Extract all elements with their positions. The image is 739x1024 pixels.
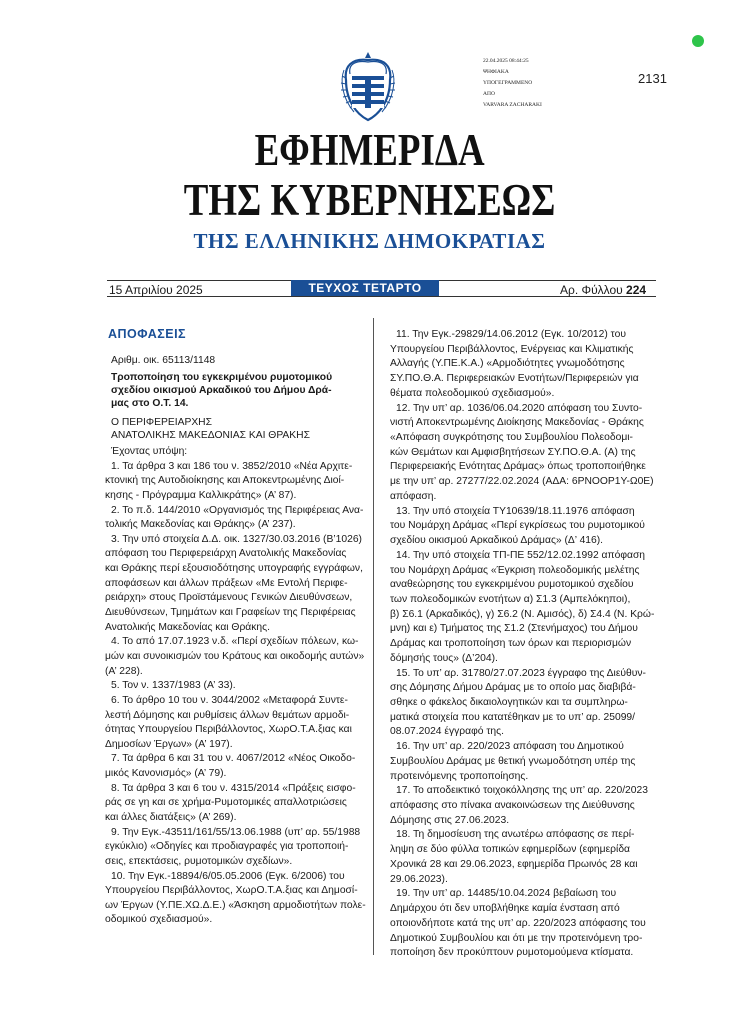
greek-emblem-icon	[338, 50, 398, 122]
text-line: Έχοντας υπόψη:	[111, 446, 188, 457]
text-line: σχεδίου οικισμού Αρκαδικού Δράμας» (Δ’ 416).	[390, 535, 604, 547]
text-line: 16. Την υπ’ αρ. 220/2023 απόφαση του Δημοτικού	[396, 741, 624, 753]
text-line: 08.07.2024 έγγραφό της.	[390, 726, 504, 738]
text-line: ων Έργων (Υ.ΠΕ.ΧΩ.Δ.Ε.) «Άσκηση αρμοδιοτήτων πολε-	[105, 899, 366, 911]
text-line: Χρονικά 28 και 29.06.2023, εφημερίδα Πρωινός 28 και	[390, 858, 638, 870]
decision-title-line: Τροποποίηση του εγκεκριμένου ρυμοτομικού	[111, 372, 333, 383]
text-line: των πολεοδομικών ενοτήτων α) Σ1.3 (Αμπελόκηποι),	[390, 593, 631, 605]
text-line: Περιφερειακής Ενότητας Δράμας» όπως τροποποιήθηκε	[390, 461, 646, 473]
text-line: σθηκε ο φάκελος δικαιολογητικών και τα συμπληρω-	[390, 697, 628, 708]
text-line: ποποίηση δεν προκύπτουν ρυμοτομούμενα κτίσματα.	[390, 947, 634, 959]
text-line: 9. Την Εγκ.-43511/161/55/13.06.1988 (υπ’ αρ. 55/1988	[111, 826, 361, 838]
issue-series-band: ΤΕΥΧΟΣ ΤΕΤΑΡΤΟ	[291, 280, 439, 296]
signature-line: ΨΗΦΙΑΚΑ	[483, 69, 509, 75]
text-line: σεις, επεκτάσεις, ρυμοτομικών σχεδίων».	[105, 855, 293, 867]
text-line: 10. Την Εγκ.-18894/6/05.05.2006 (Εγκ. 6/2006) του	[111, 870, 345, 882]
text-line: εγκύκλιο) «Οδηγίες και προδιαγραφές για τροποποιή-	[105, 841, 349, 853]
text-line: Συμβουλίου Δράμας με θετική γνωμοδότηση υπέρ της	[390, 755, 636, 767]
text-line: οδομικού σχεδιασμού».	[105, 914, 213, 926]
text-line: νιστή Αποκεντρωμένης Διοίκησης Μακεδονίας - Θράκης	[390, 417, 644, 429]
text-line: αποφάσεων και άλλων πράξεων «Με Εντολή Περιφε-	[105, 577, 348, 589]
text-line: 29.06.2023).	[390, 873, 448, 885]
text-line: τολικής Μακεδονίας και Θράκης» (Α’ 237).	[105, 519, 296, 531]
text-line: ρειάρχη» στους Προϊστάμενους Γενικών Διευθύνσεων,	[105, 592, 353, 604]
text-line: «Απόφαση συγκρότησης του Συμβουλίου Πολεοδομι-	[390, 432, 633, 444]
decision-title-line: σχεδίου οικισμού Αρκαδικού του Δήμου Δρά-	[111, 385, 332, 396]
text-line: β) Σ6.1 (Αρκαδικός), γ) Σ6.2 (Ν. Αμισός), δ) Σ4.4 (Ν. Κρώ-	[390, 608, 655, 620]
text-line: κτονική της Αυτοδιοίκησης και Αποκεντρωμένης Διοί-	[105, 475, 345, 487]
text-line: ΣΥ.ΠΟ.Θ.Α. Περιφερειακών Ενοτήτων/Περιφερειών για	[390, 373, 639, 385]
text-line: Διευθύνσεων, Τμημάτων και Γραφείων της Περιφέρειας	[105, 607, 356, 619]
signature-line: ΑΠΟ	[483, 91, 495, 97]
sheet-label: Αρ. Φύλλου	[560, 283, 623, 297]
text-line: Ανατολικής Μακεδονίας και Θράκης.	[105, 621, 270, 633]
text-line: οποιονδήποτε κατά της υπ’ αρ. 220/2023 απόφασης του	[390, 917, 646, 929]
page-number: 2131	[638, 71, 667, 86]
text-line: απόφαση του Περιφερειάρχη Ανατολικής Μακεδονίας	[105, 548, 347, 560]
text-line: Δόμησης στις 27.06.2023.	[390, 814, 510, 826]
column-divider	[373, 318, 374, 955]
text-line: προτεινόμενης τροποποίησης.	[390, 770, 529, 782]
decision-number: Αριθμ. οικ. 65113/1148	[111, 355, 216, 366]
text-line: 15. Το υπ’ αρ. 31780/27.07.2023 έγγραφο της Διεύθυν-	[396, 667, 646, 679]
section-title: ΑΠΟΦΑΣΕΙΣ	[108, 327, 187, 341]
text-line: κών Θεμάτων και Αμφισβητήσεων ΣΥ.ΠΟ.Θ.Α. (Α) της	[390, 446, 636, 458]
masthead-title-line1: ΕΦΗΜΕΡΙΔΑ	[254, 125, 485, 175]
digital-signature-stamp	[483, 56, 542, 111]
text-line: Δημοσίων Έργων» (Α’ 197).	[105, 738, 233, 750]
text-line: 1. Τα άρθρα 3 και 186 του ν. 3852/2010 «Νέα Αρχιτε-	[111, 460, 353, 472]
text-line: λεστή Δόμησης και ρυθμίσεις άλλων θεμάτων αρμοδι-	[105, 709, 350, 721]
text-line: 7. Τα άρθρα 6 και 31 του ν. 4067/2012 «Νέος Οικοδο-	[111, 753, 356, 765]
text-line: Υπουργείου Περιβάλλοντος, Ενέργειας και Κλιματικής	[390, 343, 634, 355]
text-line: ληψη σε δύο φύλλα τοπικών εφημερίδων (εφημερίδα	[390, 844, 631, 856]
text-line: 13. Την υπό στοιχεία ΤΥ10639/18.11.1976 απόφαση	[396, 505, 635, 517]
text-line: αναθεώρησης του εγκεκριμένου ρυμοτομικού σχεδίου	[390, 579, 634, 591]
text-line: ράς σε γη και σε χρήμα-Ρυμοτομικές απαλλοτριώσεις	[105, 797, 347, 809]
text-line: 17. Το αποδεικτικό τοιχοκόλλησης της υπ’ αρ. 220/2023	[396, 785, 648, 797]
text-line: 8. Τα άρθρα 3 και 6 του ν. 4315/2014 «Πράξεις εισφο-	[111, 782, 356, 794]
text-line: Υπουργείου Περιβάλλοντος, ΧωρΟ.Τ.Α.ξιας και Δημοσί-	[105, 885, 358, 897]
text-line: 3. Την υπό στοιχεία Δ.Δ. οικ. 1327/30.03.2016 (Β’1026)	[111, 533, 362, 545]
sheet-number-value: 224	[626, 283, 647, 297]
signature-line: ΥΠΟΓΕΓΡΑΜΜΕΝΟ	[483, 80, 533, 86]
text-line: με την υπ’ αρ. 27277/22.02.2024 (ΑΔΑ: 6ΡΝΟΟΡ1Υ-Ω0Ε)	[390, 476, 654, 488]
text-line: 19. Την υπ’ αρ. 14485/10.04.2024 βεβαίωση του	[396, 888, 617, 900]
signature-line: 22.04.2025 08:44:25	[483, 58, 529, 64]
status-dot	[692, 35, 704, 47]
issue-date: 15 Απριλίου 2025	[109, 283, 203, 297]
issuer-line: Ο ΠΕΡΙΦΕΡΕΙΑΡΧΗΣ	[111, 417, 212, 428]
text-line: και άλλες διατάξεις» (Α’ 269).	[105, 812, 237, 823]
text-line: (Α’ 228).	[105, 665, 143, 677]
text-line: απόφαση.	[390, 490, 437, 502]
text-line: δόμησής τους» (Δ’204).	[390, 652, 498, 664]
text-line: 4. Το από 17.07.1923 ν.δ. «Περί σχεδίων πόλεων, κω-	[111, 636, 359, 648]
text-line: ότητας Υπουργείου Περιβάλλοντος, ΧωρΟ.Τ.Α.ξιας και	[105, 724, 352, 736]
text-line: κησης - Πρόγραμμα Καλλικράτης» (Α’ 87).	[105, 489, 297, 501]
masthead-title-line2: ΤΗΣ ΚΥΒΕΡΝΗΣΕΩΣ	[183, 175, 556, 225]
text-line: ματικά στοιχεία που κατατέθηκαν με το υπ’ αρ. 25099/	[390, 711, 636, 723]
text-line: του Νομάρχη Δράμας «Έγκριση πολεοδομικής μελέτης	[390, 564, 640, 576]
issuer-line: ΑΝΑΤΟΛΙΚΗΣ ΜΑΚΕΔΟΝΙΑΣ ΚΑΙ ΘΡΑΚΗΣ	[111, 430, 310, 441]
text-line: Αλλαγής (Υ.ΠΕ.Κ.Α.) «Αρμοδιότητες γνωμοδότησης	[390, 358, 625, 370]
text-line: Δράμας και τροποποίηση των όρων και περιορισμών	[390, 638, 632, 650]
text-line: μών και συνοικισμών του Κράτους και οικοδομής αυτών»	[105, 650, 365, 662]
text-line: 11. Την Εγκ.-29829/14.06.2012 (Εγκ. 10/2012) του	[396, 329, 626, 340]
text-line: του Νομάρχη Δράμας «Περί εγκρίσεως του ρυμοτομικού	[390, 520, 645, 532]
text-line: 14. Την υπό στοιχεία ΤΠ-ΠΕ 552/12.02.1992 απόφαση	[396, 549, 646, 561]
signature-line: VARVARA ZACHARAKI	[483, 102, 542, 108]
sheet-number	[560, 283, 646, 297]
text-line: Δημάρχου ότι δεν υποβλήθηκε καμία ένσταση από	[390, 903, 620, 915]
text-line: 12. Την υπ’ αρ. 1036/06.04.2020 απόφαση του Συντο-	[396, 402, 643, 414]
text-line: και Θράκης περί εξουσιοδότησης υπογραφής εγγράφων,	[105, 563, 363, 575]
text-line: θέματα πολεοδομικού σχεδιασμού».	[390, 387, 555, 399]
text-line: 6. Το άρθρο 10 του ν. 3044/2002 «Μεταφορά Συντε-	[111, 694, 348, 706]
text-line: 2. Το π.δ. 144/2010 «Οργανισμός της Περιφέρειας Ανα-	[111, 504, 364, 516]
text-line: Δημοτικού Συμβουλίου και ότι με την προτεινόμενη τρο-	[390, 932, 643, 944]
text-line: μνη) και ε) Τμήματος της Σ1.2 (Στενήμαχος) του Δήμου	[390, 623, 638, 635]
text-line: 5. Τον ν. 1337/1983 (Α’ 33).	[111, 680, 236, 692]
text-line: μικός Κανονισμός» (Α’ 79).	[105, 768, 227, 780]
text-line: σης Δόμησης Δήμου Δράμας με το οποίο μας διαβιβά-	[390, 682, 636, 694]
text-line: απόφασης στο πίνακα ανακοινώσεων της Διεύθυνσης	[390, 800, 635, 812]
decision-title-line: μας στο Ο.Τ. 14.	[111, 398, 189, 409]
masthead-subtitle: ΤΗΣ ΕΛΛΗΝΙΚΗΣ ΔΗΜΟΚΡΑΤΙΑΣ	[193, 229, 546, 253]
text-line: 18. Τη δημοσίευση της ανωτέρω απόφασης σε περί-	[396, 829, 635, 841]
